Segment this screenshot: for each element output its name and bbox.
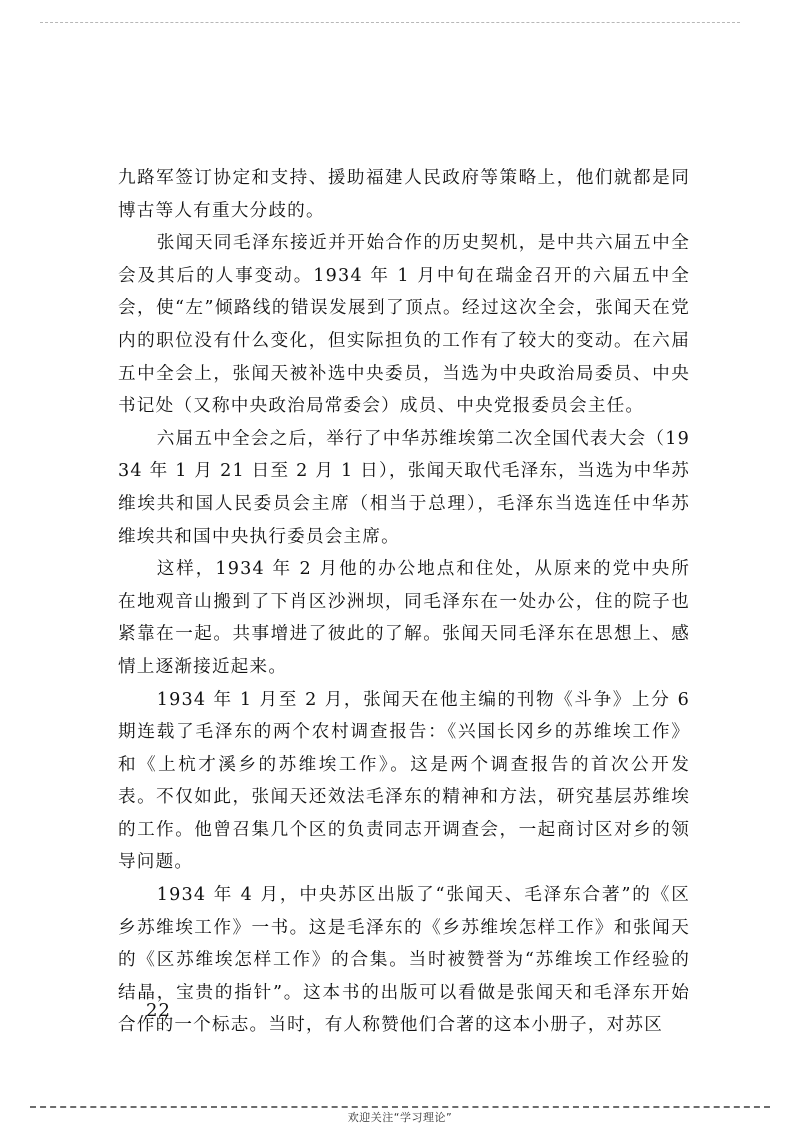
paragraph-2: 张闻天同毛泽东接近并开始合作的历史契机，是中共六届五中全会及其后的人事变动。1934 年 1 月中旬在瑞金召开的六届五中全会，使“左”倾路线的错误发展到了顶点。经过这次全会，张闻天在党内的职位没有什么变化，但实际担负的工作有了较大的变动。在六届五中全会上，张闻天被补选中央委员，当选为中央政治局委员、中央书记处（又称中央政治局常委会）成员、中央党报委员会主任。 — [118, 233, 690, 417]
paragraph-1: 九路军签订协定和支持、援助福建人民政府等策略上，他们就都是同博古等人有重大分歧的。 — [118, 168, 690, 221]
paragraph-5: 1934 年 1 月至 2 月，张闻天在他主编的刊物《斗争》上分 6 期连载了毛泽东的两个农村调查报告：《兴国长冈乡的苏维埃工作》和《上杭才溪乡的苏维埃工作》。这是两个调查报告的首次公开发表。不仅如此，张闻天还效法毛泽东的精神和方法，研究基层苏维埃的工作。他曾召集几个区的负责同志开调查会，一起商讨区对乡的领导问题。 — [118, 689, 690, 873]
paragraph-3: 六届五中全会之后，举行了中华苏维埃第二次全国代表大会（1934 年 1 月 21 日至 2 月 1 日），张闻天取代毛泽东，当选为中华苏维埃共和国人民委员会主席（相当于总理），毛泽东当选连任中华苏维埃共和国中央执行委员会主席。 — [118, 428, 690, 547]
paragraph-4: 这样，1934 年 2 月他的办公地点和住处，从原来的党中央所在地观音山搬到了下肖区沙洲坝，同毛泽东在一处办公，住的院子也紧靠在一起。共事增进了彼此的了解。张闻天同毛泽东在思想上、感情上逐渐接近起来。 — [118, 559, 690, 677]
page-body — [118, 162, 690, 1042]
top-scan-edge — [40, 22, 740, 23]
page-number: 22 — [146, 1000, 171, 1021]
paragraph-6: 1934 年 4 月，中央苏区出版了“张闻天、毛泽东合著”的《区乡苏维埃工作》一书。这是毛泽东的《乡苏维埃怎样工作》和张闻天的《区苏维埃怎样工作》的合集。当时被赞誉为“苏维埃工作经验的结晶，宝贵的指针”。这本书的出版可以看做是张闻天和毛泽东开始合作的一个标志。当时，有人称赞他们合著的这本小册子，对苏区 — [118, 885, 690, 1036]
bottom-scan-edge — [30, 1106, 770, 1108]
footer-watermark-note: 欢迎关注“学习理论” — [347, 1111, 453, 1124]
